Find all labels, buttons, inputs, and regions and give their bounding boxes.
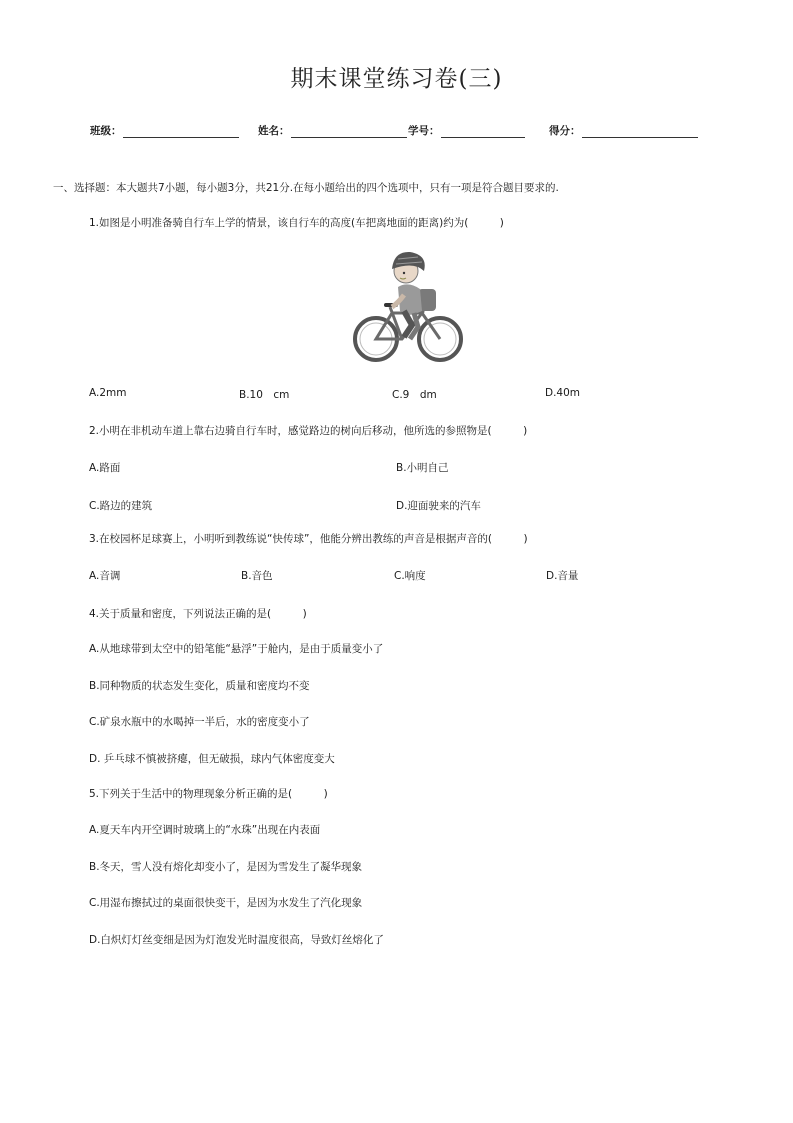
- q2-option-b[interactable]: B.小明自己: [396, 462, 449, 474]
- q5-option-d[interactable]: D.白炽灯灯丝变细是因为灯泡发光时温度很高，导致灯丝熔化了: [89, 934, 384, 946]
- name-blank[interactable]: [291, 126, 407, 138]
- question-5-stem: 5.下列关于生活中的物理现象分析正确的是( ): [89, 788, 328, 800]
- cyclist-boy-illustration: [352, 247, 464, 367]
- q5-option-a[interactable]: A.夏天车内开空调时玻璃上的“水珠”出现在内表面: [89, 824, 321, 836]
- class-field[interactable]: [90, 123, 239, 138]
- q4-option-a[interactable]: A.从地球带到太空中的铅笔能“悬浮”于舱内，是由于质量变小了: [89, 643, 384, 655]
- student-info-row: [90, 123, 710, 143]
- q1-option-a[interactable]: A.2mm: [89, 387, 127, 399]
- q3-option-a[interactable]: A.音调: [89, 570, 121, 582]
- q4-option-d[interactable]: D. 乒乓球不慎被挤瘪，但无破损，球内气体密度变大: [89, 753, 335, 765]
- question-2-stem: 2.小明在非机动车道上靠右边骑自行车时，感觉路边的树向后移动，他所选的参照物是( ): [89, 425, 528, 437]
- q4-option-c[interactable]: C.矿泉水瓶中的水喝掉一半后，水的密度变小了: [89, 716, 310, 728]
- question-1-stem: 1.如图是小明准备骑自行车上学的情景，该自行车的高度(车把离地面的距离)约为( ): [89, 217, 504, 229]
- name-field[interactable]: [258, 123, 407, 138]
- q1-option-b[interactable]: B.10 cm: [239, 389, 290, 401]
- q2-option-d[interactable]: D.迎面驶来的汽车: [396, 500, 481, 512]
- question-4-stem: 4.关于质量和密度，下列说法正确的是( ): [89, 608, 307, 620]
- student-id-blank[interactable]: [441, 126, 525, 138]
- q1-option-d[interactable]: D.40m: [545, 387, 581, 399]
- q3-option-d[interactable]: D.音量: [546, 570, 579, 582]
- name-label: 姓名：: [258, 125, 290, 137]
- class-label: 班级：: [90, 125, 122, 137]
- question-3-stem: 3.在校园杯足球赛上，小明听到教练说“快传球”，他能分辨出教练的声音是根据声音的( ): [89, 533, 528, 545]
- page-title: 期末课堂练习卷(三): [290, 66, 503, 92]
- q2-option-c[interactable]: C.路边的建筑: [89, 500, 153, 512]
- student-id-label: 学号：: [408, 125, 440, 137]
- score-field[interactable]: [549, 123, 698, 138]
- score-label: 得分：: [549, 125, 581, 137]
- q3-option-c[interactable]: C.响度: [394, 570, 426, 582]
- q1-option-c[interactable]: C.9 dm: [392, 389, 437, 401]
- q4-option-b[interactable]: B.同种物质的状态发生变化，质量和密度均不变: [89, 680, 310, 692]
- section-heading: 一、选择题：本大题共7小题，每小题3分，共21分.在每小题给出的四个选项中，只有一项是符合题目要求的.: [53, 182, 559, 194]
- q3-option-b[interactable]: B.音色: [241, 570, 273, 582]
- q5-option-c[interactable]: C.用湿布擦拭过的桌面很快变干，是因为水发生了汽化现象: [89, 897, 363, 909]
- q5-option-b[interactable]: B.冬天，雪人没有熔化却变小了，是因为雪发生了凝华现象: [89, 861, 363, 873]
- student-id-field[interactable]: [408, 123, 525, 138]
- score-blank[interactable]: [582, 126, 698, 138]
- class-blank[interactable]: [123, 126, 239, 138]
- q2-option-a[interactable]: A.路面: [89, 462, 121, 474]
